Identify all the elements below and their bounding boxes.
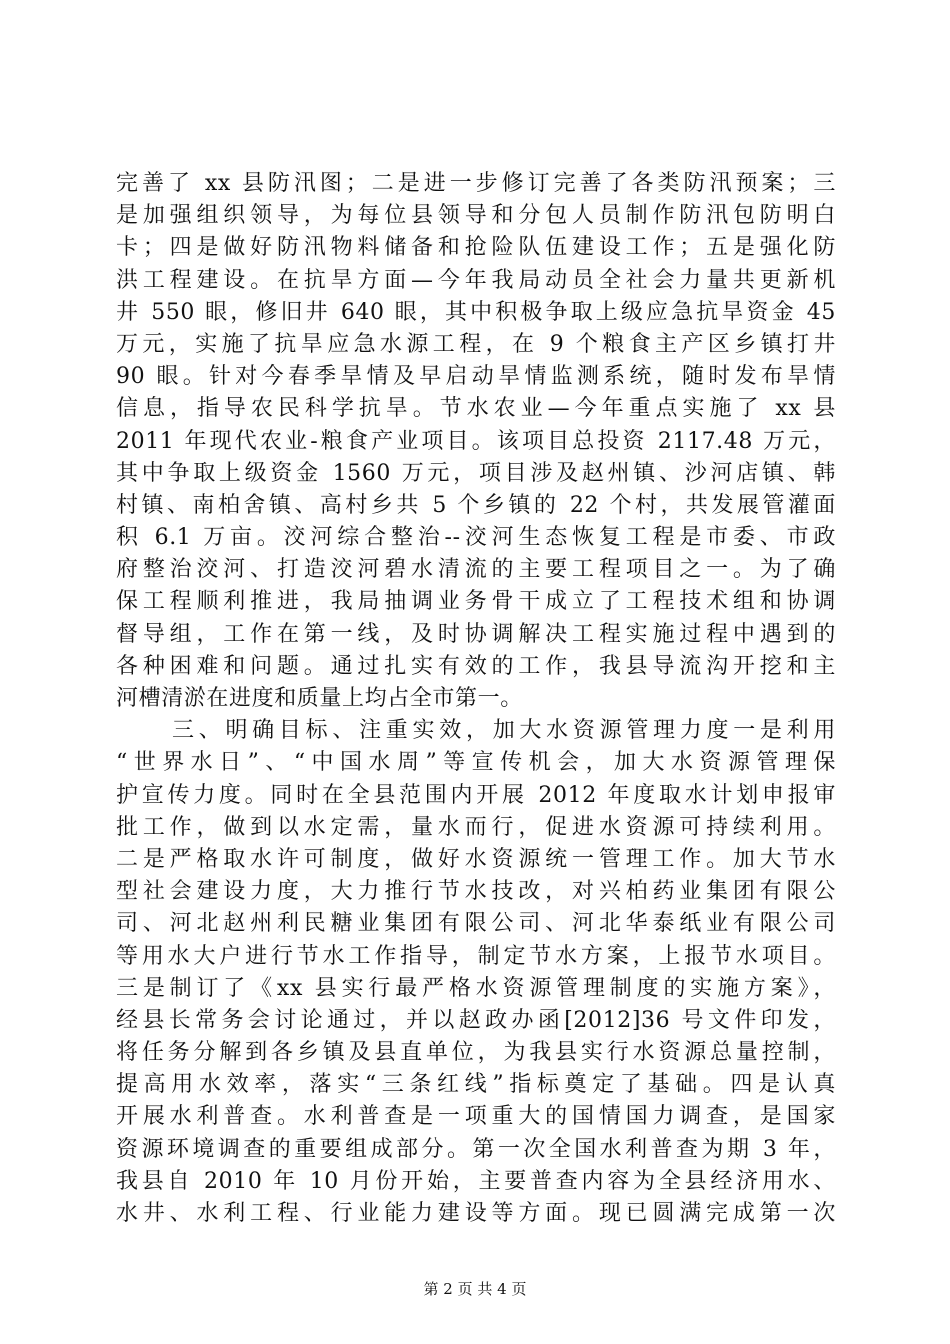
text-line-26: 三是制订了《xx 县实行最严格水资源管理制度的实施方案》，	[116, 975, 836, 1001]
text-line-29: 提高用水效率，落实“三条红线”指标奠定了基础。四是认真	[116, 1072, 836, 1098]
text-line-17: 河槽清淤在进度和质量上均占全市第一。	[116, 686, 523, 711]
page-footer: 第 2 页 共 4 页	[423, 1280, 527, 1298]
text-line-5: 井 550 眼，修旧井 640 眼，其中积极争取上级应急抗旱资金 45	[116, 299, 836, 325]
text-line-31: 资源环境调查的重要组成部分。第一次全国水利普查为期 3 年，	[116, 1136, 836, 1162]
text-line-11: 村镇、南柏舍镇、高村乡共 5 个乡镇的 22 个村，共发展管灌面	[116, 492, 836, 518]
text-line-28: 将任务分解到各乡镇及县直单位，为我县实行水资源总量控制，	[116, 1040, 836, 1066]
text-line-19: “世界水日”、“中国水周”等宣传机会，加大水资源管理保	[116, 750, 836, 776]
text-line-2: 是加强组织领导，为每位县领导和分包人员制作防汛包防明白	[116, 203, 836, 229]
text-line-33: 水井、水利工程、行业能力建设等方面。现已圆满完成第一次	[116, 1201, 836, 1226]
text-line-27: 经县长常务会讨论通过，并以赵政办函[2012]36 号文件印发，	[116, 1007, 836, 1033]
text-line-22: 二是严格取水许可制度，做好水资源统一管理工作。加大节水	[116, 846, 836, 872]
text-line-15: 督导组，工作在第一线，及时协调解决工程实施过程中遇到的	[116, 621, 836, 647]
text-line-30: 开展水利普查。水利普查是一项重大的国情国力调查，是国家	[116, 1104, 836, 1130]
text-line-13: 府整治洨河、打造洨河碧水清流的主要工程项目之一。为了确	[116, 557, 836, 583]
text-line-4: 洪工程建设。在抗旱方面—今年我局动员全社会力量共更新机	[116, 267, 836, 293]
text-line-9: 2011 年现代农业-粮食产业项目。该项目总投资 2117.48 万元，	[116, 428, 836, 454]
text-line-16: 各种困难和问题。通过扎实有效的工作，我县导流沟开挖和主	[116, 653, 836, 679]
text-line-1: 完善了 xx 县防汛图；二是进一步修订完善了各类防汛预案；三	[116, 171, 836, 196]
text-line-24: 司、河北赵州利民糖业集团有限公司、河北华泰纸业有限公司	[116, 911, 836, 937]
text-line-21: 批工作，做到以水定需，量水而行，促进水资源可持续利用。	[116, 814, 836, 840]
text-line-12: 积 6.1 万亩。洨河综合整治--洨河生态恢复工程是市委、市政	[116, 525, 836, 551]
text-line-23: 型社会建设力度，大力推行节水技改，对兴柏药业集团有限公	[116, 879, 836, 905]
text-line-8: 信息，指导农民科学抗旱。节水农业—今年重点实施了 xx 县	[116, 396, 836, 422]
text-line-10: 其中争取上级资金 1560 万元，项目涉及赵州镇、沙河店镇、韩	[116, 460, 836, 486]
text-line-25: 等用水大户进行节水工作指导，制定节水方案，上报节水项目。	[116, 943, 836, 969]
text-line-3: 卡；四是做好防汛物料储备和抢险队伍建设工作；五是强化防	[116, 235, 836, 261]
text-line-32: 我县自 2010 年 10 月份开始，主要普查内容为全县经济用水、	[116, 1168, 836, 1194]
body-text	[116, 168, 836, 1230]
text-line-18: 三、明确目标、注重实效，加大水资源管理力度一是利用	[172, 718, 836, 744]
text-line-14: 保工程顺利推进，我局抽调业务骨干成立了工程技术组和协调	[116, 589, 836, 615]
text-line-20: 护宣传力度。同时在全县范围内开展 2012 年度取水计划申报审	[116, 782, 836, 808]
text-line-7: 90 眼。针对今春季旱情及早启动旱情监测系统，随时发布旱情	[116, 364, 836, 390]
text-line-6: 万元，实施了抗旱应急水源工程，在 9 个粮食主产区乡镇打井	[116, 331, 836, 357]
